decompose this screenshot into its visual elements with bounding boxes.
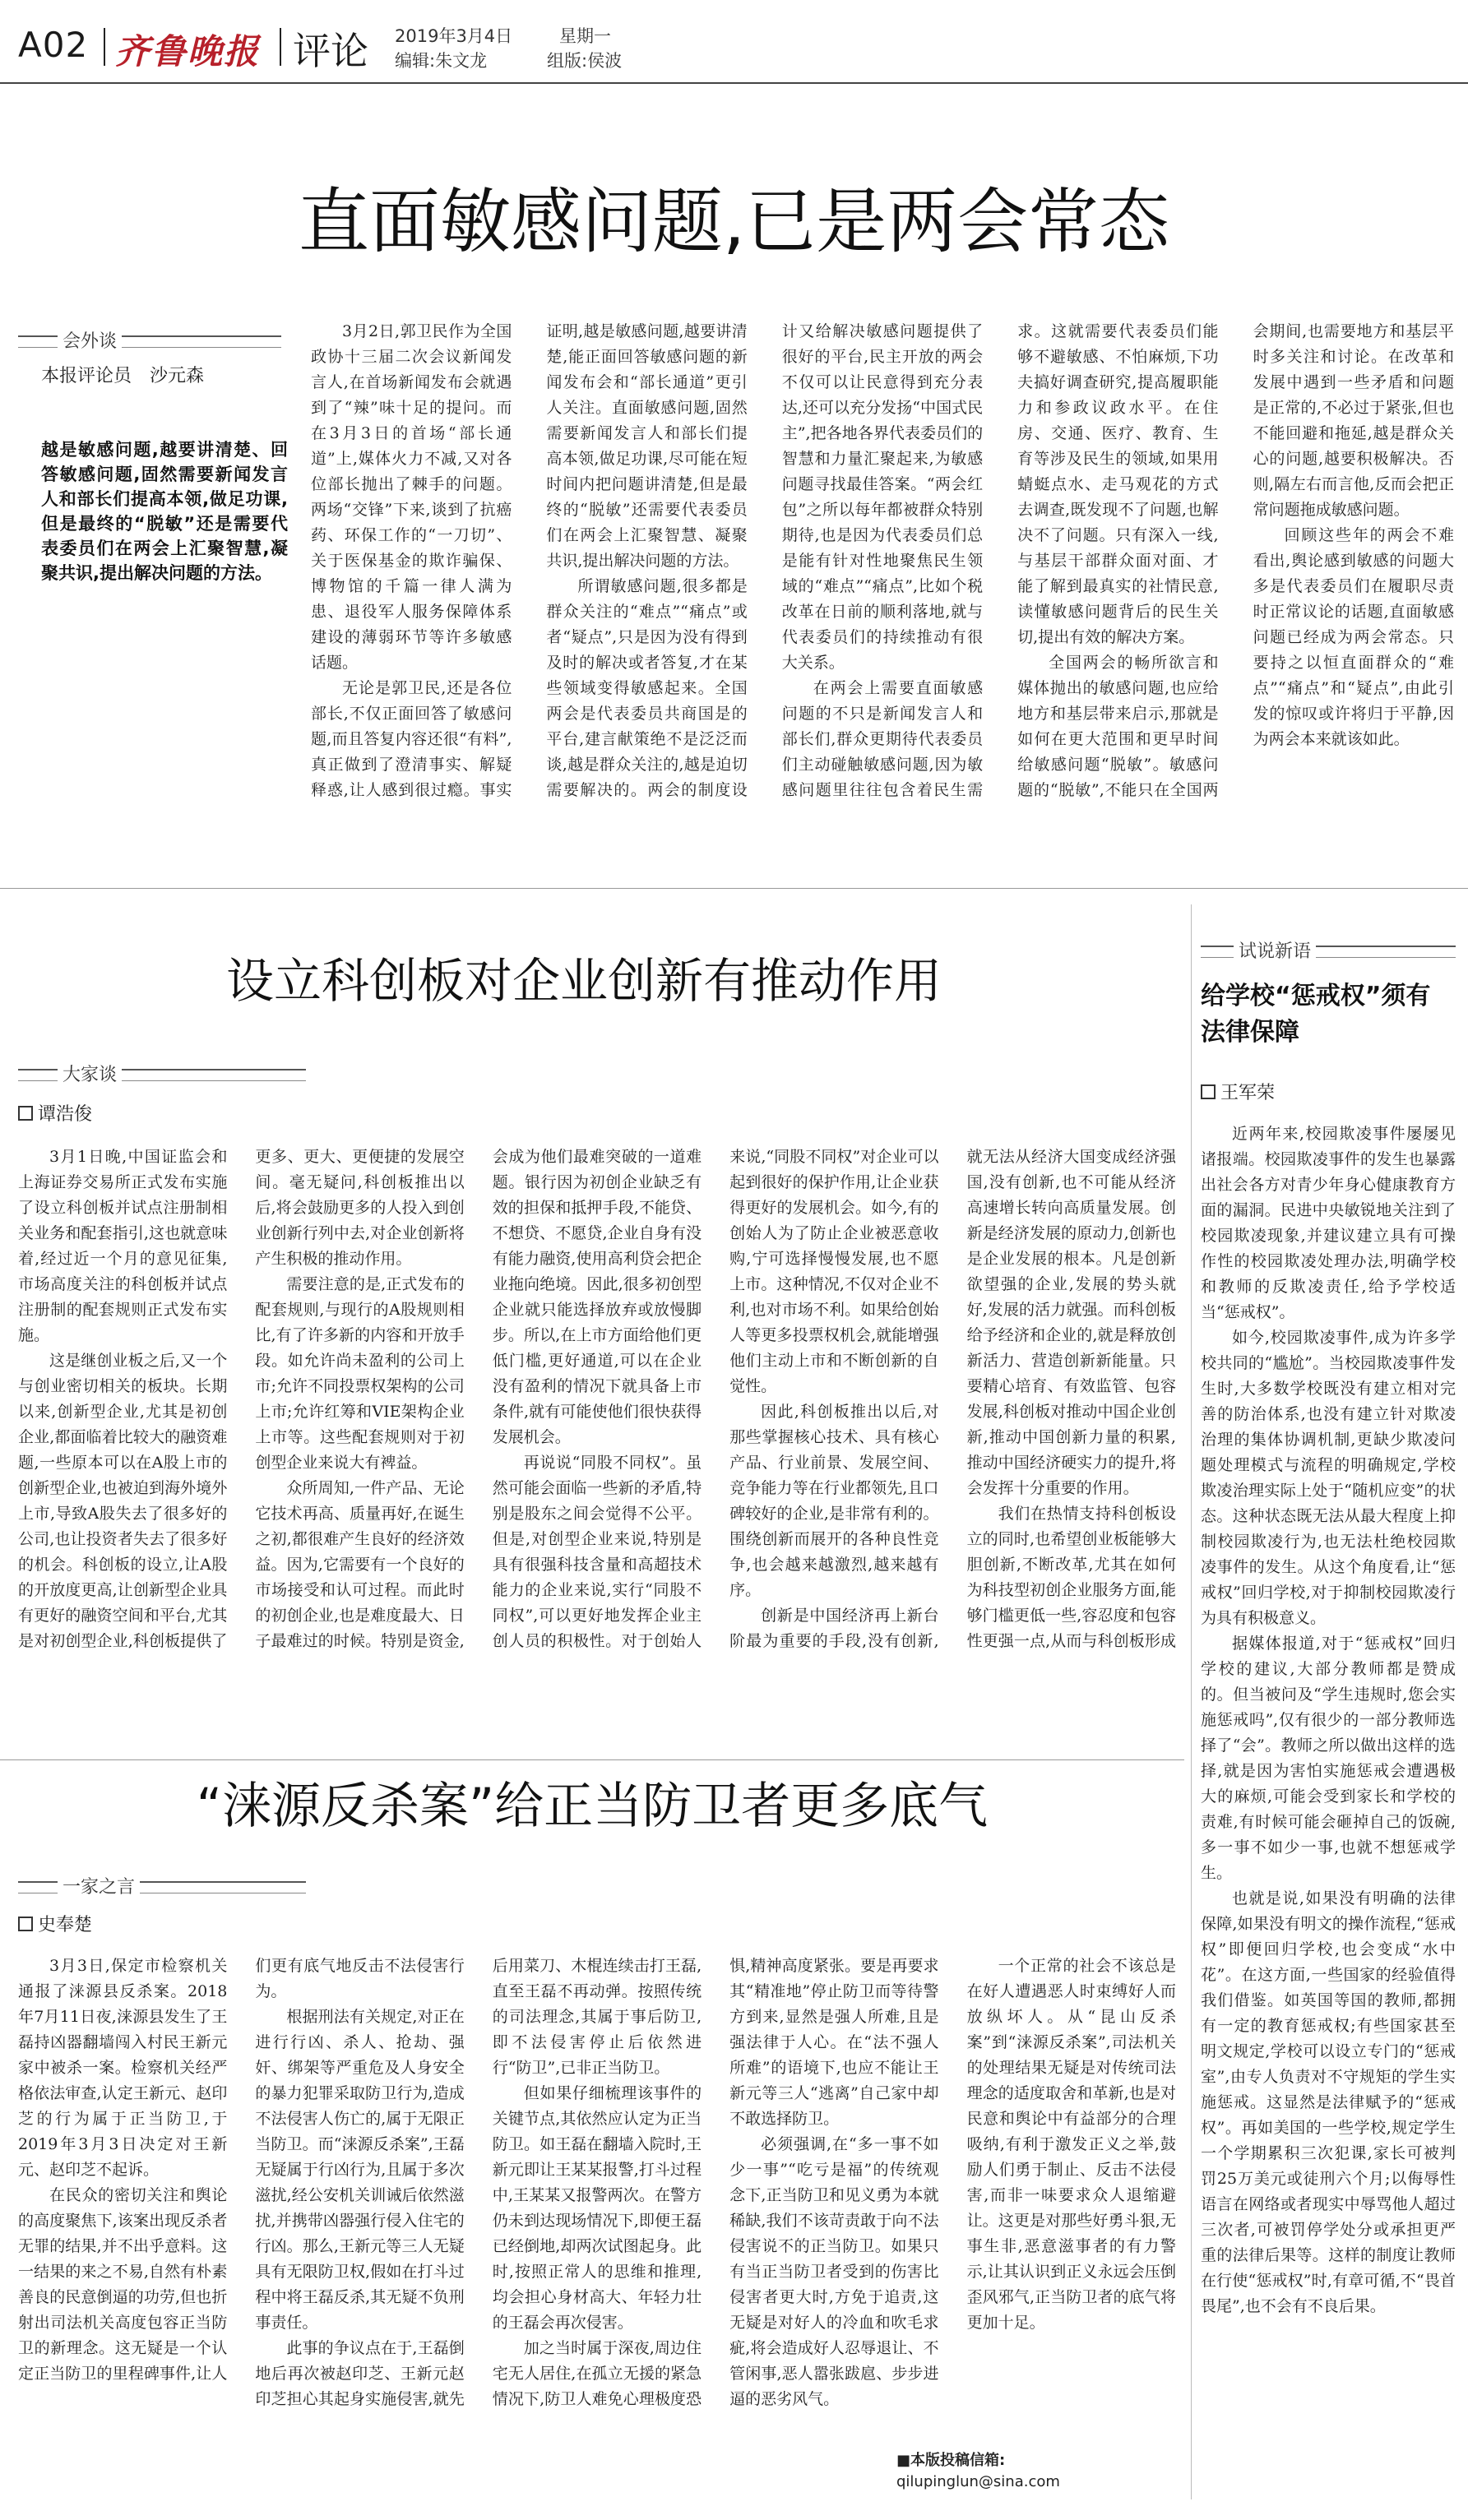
page-number: A02 xyxy=(18,25,89,65)
column-tag: 一家之言 xyxy=(58,1873,140,1898)
article1-lead: 越是敏感问题,越要讲清楚、回答敏感问题,固然需要新闻发言人和部长们提高本领,做足功课,但是最终的“脱敏”还是需要代表委员们在两会上汇聚智慧,凝聚共识,提出解决问题的方法。 xyxy=(41,440,288,583)
paragraph: 无论是郭卫民,还是各位部长,不仅正面回答了敏感问题,而且答复内容还很“有料”,真正做到了澄清事实、解疑释惑,让人感到很过瘾。事实证明,越是敏感问题,越要讲清楚,能正面回答敏感问题的新闻发布会和“部长通道”更引人关注。直面敏感问题,固然需要新闻发言人和部长们提高本领,做足功课,尽可能在短时间内把问题讲清楚,但是最终的“脱敏”还需要代表委员们在两会上汇聚智慧、凝聚共识,提出解决问题的方法。 xyxy=(311,322,748,799)
paragraph: 回顾这些年的两会不难看出,舆论感到敏感的问题大多是代表委员们在履职尽责时正常议论的话题,直面敏感问题已经成为两会常态。只要持之以恒直面群众的“难点”“痛点”和“疑点”,由此引发的惊叹或许将归于平静,因为两会本来就该如此。 xyxy=(1253,526,1454,748)
header-divider xyxy=(104,28,105,66)
byline: 王军荣 xyxy=(1220,1083,1276,1103)
paragraph: 必须强调,在“多一事不如少一事”“吃亏是福”的传统观念下,正当防卫和见义勇为本就稀缺,我们不该苛责敢于向不法侵害说不的正当防卫。如果只有当正当防卫者受到的伤害比侵害者更大时,方免于追责,这无疑是对好人的冷血和吹毛求疵,将会造成好人忍辱退让、不管闲事,恶人嚣张跋扈、步步进逼的恶劣风气。 xyxy=(729,2135,939,2408)
byline: 本报评论员 沙元森 xyxy=(41,366,205,386)
paragraph: 但如果仔细梳理该事件的关键节点,其依然应认定为正当防卫。如王磊在翻墙入院时,王新元即让王某某报警,打斗过程中,王某某又报警两次。在警方仍未到达现场情况下,即便王磊已经倒地,却两次试图起身。此时,按照正常人的思维和推理,均会担心身材高大、年轻力壮的王磊会再次侵害。 xyxy=(492,2084,702,2332)
paragraph: 需要注意的是,正式发布的配套规则,与现行的A股规则相比,有了许多新的内容和开放手段。如允许尚未盈利的公司上市;允许不同投票权架构的公司上市;允许红筹和VIE架构企业上市等。这些配套规则对于初创型企业来说大有裨益。 xyxy=(255,1275,465,1472)
byline-marker xyxy=(18,1106,33,1121)
paragraph: 根据刑法有关规定,对正在进行行凶、杀人、抢劫、强奸、绑架等严重危及人身安全的暴力犯罪采取防卫行为,造成不法侵害人伤亡的,属于无限正当防卫。而“涞源反杀案”,王磊无疑属于行凶行为,且属于多次滋扰,经公安机关训诫后依然滋扰,并携带凶器强行侵入住宅的行凶。那么,王新元等三人无疑具有无限防卫权,假如在打斗过程中将王磊反杀,其无疑不负刑事责任。 xyxy=(255,2008,465,2332)
section-divider xyxy=(0,1759,1184,1760)
column-tag: 会外谈 xyxy=(58,327,122,353)
article2-body xyxy=(18,1144,1176,1654)
byline-wrap xyxy=(1201,1079,1275,1104)
article3-headline: “涞源反杀案”给正当防卫者更多底气 xyxy=(196,1778,989,1835)
paragraph: 所谓敏感问题,很多都是群众关注的“难点”“痛点”或者“疑点”,只是因为没有得到及时的解决或者答复,才在某些领域变得敏感起来。全国两会是代表委员共商国是的平台,建言献策绝不是泛泛而谈,越是群众关注的,越是迫切需要解决的。两会的制度设计又给解决敏感问题提供了很好的平台,民主开放的两会不仅可以让民意得到充分表达,还可以充分发扬“中国式民主”,把各地各界代表委员们的智慧和力量汇聚起来,为敏感问题寻找最佳答案。“两会红包”之所以每年都被群众特别期待,也是因为代表委员们总是能有针对性地聚焦民生领域的“难点”“痛点”,比如个税改革在日前的顺利落地,就与代表委员们的持续推动有很大关系。 xyxy=(546,322,984,799)
contribution-box xyxy=(896,2450,1060,2493)
byline-marker xyxy=(18,1917,33,1931)
byline-wrap xyxy=(18,1100,92,1126)
paragraph: 一个正常的社会不该总是在好人遭遇恶人时束缚好人而放纵坏人。从“昆山反杀案”到“涞源反杀案”,司法机关的处理结果无疑是对传统司法理念的适度取舍和革新,也是对民意和舆论中有益部分的合理吸纳,有利于激发正义之举,鼓励人们勇于制止、反击不法侵害,而非一味要求众人退缩避让。这更是对那些好勇斗狠,无事生非,恶意滋事者的有力警示,让其认识到正义永远会压倒歪风邪气,正当防卫者的底气将更加十足。 xyxy=(966,1957,1176,2332)
contribution-label: ■本版投稿信箱: xyxy=(896,2452,1006,2469)
paragraph: 再说说“同股不同权”。虽然可能会面临一些新的矛盾,特别是股东之间会觉得不公平。但是,对创型企业来说,特别是具有很强科技含量和高超技术能力的企业来说,实行“同股不同权”,可以更好地发挥企业主创人员的积极性。对于创始人来说,“同股不同权”对企业可以起到很好的保护作用,让企业获得更好的发展机会。如今,有的创始人为了防止企业被恶意收购,宁可选择慢慢发展,也不愿上市。这种情况,不仅对企业不利,也对市场不利。如果给创始人等更多投票权机会,就能增强他们主动上市和不断创新的自觉性。 xyxy=(492,1148,939,1650)
byline: 史奉楚 xyxy=(38,1915,93,1935)
column-tag: 大家谈 xyxy=(58,1061,122,1086)
layout-credit: 组版:侯波 xyxy=(547,51,623,71)
paragraph: 因此,科创板推出以后,对那些掌握核心技术、具有核心产品、行业前景、发展空间、竞争能力等在行业都领先,且口碑较好的企业,是非常有利的。围绕创新而展开的各种良性竞争,也会越来越激烈,越来越有序。 xyxy=(729,1403,939,1599)
contribution-email: qilupinglun@sina.com xyxy=(896,2473,1060,2490)
paragraph: 据媒体报道,对于“惩戒权”回归学校的建议,大部分教师都是赞成的。但当被问及“学生违规时,您会实施惩戒吗”,仅有很少的一部分教师选择了“会”。教师之所以做出这样的选择,就是因为害怕实施惩戒会遭遇极大的麻烦,可能会受到家长和学校的责难,有时候可能会砸掉自己的饭碗,多一事不如少一事,也就不想惩戒学生。 xyxy=(1201,1635,1456,1882)
sidebar-body xyxy=(1201,1121,1456,2495)
paragraph: 3月1日晚,中国证监会和上海证券交易所正式发布实施了设立科创板并试点注册制相关业务和配套指引,这也就意味着,经过近一个月的意见征集,市场高度关注的科创板并试点注册制的配套规则正式发布实施。 xyxy=(18,1148,228,1344)
byline: 谭浩俊 xyxy=(38,1104,93,1125)
section-divider xyxy=(0,888,1468,889)
paragraph: 如今,校园欺凌事件,成为许多学校共同的“尴尬”。当校园欺凌事件发生时,大多数学校既没有建立相对完善的防治体系,也没有建立针对欺凌治理的集体协调机制,更缺少欺凌问题处理模式与流程的明确规定,学校欺凌治理实际上处于“随机应变”的状态。这种状态既无法从最大程度上抑制校园欺凌行为,也无法杜绝校园欺凌事件的发生。从这个角度看,让“惩戒权”回归学校,对于抑制校园欺凌行为具有积极意义。 xyxy=(1201,1329,1456,1627)
editor-credit: 编辑:朱文龙 xyxy=(395,51,488,71)
paragraph: 近两年来,校园欺凌事件屡屡见诸报端。校园欺凌事件的发生也暴露出社会各方对青少年身心健康教育方面的漏洞。民进中央敏锐地关注到了校园欺凌现象,并建议建立具有可操作性的校园欺凌处理办法,明确学校和教师的反欺凌责任,给予学校适当“惩戒权”。 xyxy=(1201,1125,1456,1321)
paragraph: 加之当时属于深夜,周边住宅无人居住,在孤立无援的紧急情况下,防卫人难免心理极度恐惧,精神高度紧张。要是再要求其“精准地”停止防卫而等待警方到来,显然是强人所难,且是强法律于人心。在“法不强人所难”的语境下,也应不能让王新元等三人“逃离”自己家中却不敢选择防卫。 xyxy=(492,1957,939,2408)
byline-marker xyxy=(1201,1084,1216,1099)
section-title: 评论 xyxy=(293,29,368,73)
sidebar-divider xyxy=(1191,904,1192,2499)
paragraph: 也就是说,如果没有明确的法律保障,如果没有明文的操作流程,“惩戒权”即便回归学校,也会变成“水中花”。在这方面,一些国家的经验值得我们借鉴。如英国等国的教师,都拥有一定的教育惩戒权;有些国家甚至明文规定,学校可以设立专门的“惩戒室”,由专人负责对不守规矩的学生实施惩戒。这显然是法律赋予的“惩戒权”。再如美国的一些学校,规定学生一个学期累积三次犯课,家长可被判罚25万美元或徒刑六个月;以侮辱性语言在网络或者现实中辱骂他人超过三次者,可被罚停学处分或承担更严重的法律后果等。这样的制度让教师在行使“惩戒权”时,有章可循,不“畏首畏尾”,也不会有不良后果。 xyxy=(1201,1889,1456,2315)
paragraph: 创新是中国经济再上新台阶最为重要的手段,没有创新,就无法从经济大国变成经济强国,没有创新,也不可能从经济高速增长转向高质量发展。创新是经济发展的原动力,创新也是企业发展的根本。凡是创新欲望强的企业,发展的势头就好,发展的活力就强。而科创板给予经济和企业的,就是释放创新活力、营造创新新能量。只要精心培育、有效监管、包容发展,科创板对推动中国企业创新,推动中国创新力量的积累,推动中国经济硬实力的提升,将会发挥十分重要的作用。 xyxy=(729,1148,1176,1650)
issue-date: 2019年3月4日 xyxy=(395,26,513,46)
issue-weekday: 星期一 xyxy=(559,26,611,46)
sidebar-headline: 给学校“惩戒权”须有法律保障 xyxy=(1201,982,1431,1047)
article1-headline: 直面敏感问题,已是两会常态 xyxy=(298,181,1170,263)
paragraph: 这是继创业板之后,又一个与创业密切相关的板块。长期以来,创新型企业,尤其是初创企业,都面临着比较大的融资难题,一些原本可以在A股上市的创新型企业,也被迫到海外境外上市,导致A股失去了很多好的公司,也让投资者失去了很多好的机会。科创板的设立,让A股的开放度更高,让创新型企业具有更好的融资空间和平台,尤其是对初创型企业,科创板提供了更多、更大、更便捷的发展空间。毫无疑问,科创板推出以后,将会鼓励更多的人投入到创业创新行列中去,对企业创新将产生积极的推动作用。 xyxy=(18,1148,465,1650)
paragraph: 全国两会的畅所欲言和媒体抛出的敏感问题,也应给地方和基层带来启示,那就是如何在更大范围和更早时间给敏感问题“脱敏”。敏感问题的“脱敏”,不能只在全国两会期间,也需要地方和基层平时多关注和讨论。在改革和发展中遇到一些矛盾和问题是正常的,不必过于紧张,但也不能回避和拖延,越是群众关心的问题,越要积极解决。否则,隔左右而言他,反而会把正常问题拖成敏感问题。 xyxy=(1017,322,1454,799)
column-tag: 试说新语 xyxy=(1234,937,1316,963)
header-divider xyxy=(280,28,281,66)
paragraph: 在民众的密切关注和舆论的高度聚焦下,该案出现反杀者无罪的结果,并不出乎意料。这一结果的来之不易,自然有朴素善良的民意倒逼的功劳,但也折射出司法机关高度包容正当防卫的新理念。这无疑是一个认定正当防卫的里程碑事件,让人们更有底气地反击不法侵害行为。 xyxy=(18,1957,465,2383)
paragraph: 3月3日,保定市检察机关通报了涞源县反杀案。2018年7月11日夜,涞源县发生了王磊持凶器翻墙闯入村民王新元家中被杀一案。检察机关经严格依法审查,认定王新元、赵印芝的行为属于正当防卫,于2019年3月3日决定对王新元、赵印芝不起诉。 xyxy=(18,1957,228,2179)
byline-wrap xyxy=(18,1911,92,1936)
article1-body xyxy=(311,319,1454,870)
newspaper-logo: 齐鲁晚报 xyxy=(115,31,261,72)
article3-body xyxy=(18,1954,1176,2496)
paragraph: 在两会上需要直面敏感问题的不只是新闻发言人和部长们,群众更期待代表委员们主动碰触敏感问题,因为敏感问题里往往包含着民生需求。这就需要代表委员们能够不避敏感、不怕麻烦,下功夫搞好调查研究,提高履职能力和参政议政水平。在住房、交通、医疗、教育、生育等涉及民生的领域,如果用蜻蜓点水、走马观花的方式去调查,既发现不了问题,也解决不了问题。只有深入一线,与基层干部群众面对面、才能了解到最真实的社情民意,读懂敏感问题背后的民生关切,提出有效的解决方案。 xyxy=(781,322,1219,799)
paragraph: 众所周知,一件产品、无论它技术再高、质量再好,在诞生之初,都很难产生良好的经济效益。因为,它需要有一个良好的市场接受和认可过程。而此时的初创企业,也是难度最大、日子最难过的时候。特别是资金,会成为他们最难突破的一道难题。银行因为初创企业缺乏有效的担保和抵押手段,不能贷、不想贷、不愿贷,企业自身有没有能力融资,使用高利贷会把企业拖向绝境。因此,很多初创型企业就只能选择放弃或放慢脚步。所以,在上市方面给他们更低门槛,更好通道,可以在企业没有盈利的情况下就具备上市条件,就有可能使他们很快获得发展机会。 xyxy=(255,1148,702,1650)
article2-headline: 设立科创板对企业创新有推动作用 xyxy=(225,953,942,1009)
paragraph: 3月2日,郭卫民作为全国政协十三届二次会议新闻发言人,在首场新闻发布会就遇到了“辣”味十足的提问。而在3月3日的首场“部长通道”上,媒体火力不减,又对各位部长抛出了棘手的问题。两场“交锋”下来,谈到了抗癌药、环保工作的“一刀切”、关于医保基金的欺诈骗保、博物馆的千篇一律人满为患、退役军人服务保障体系建设的薄弱环节等许多敏感话题。 xyxy=(311,322,512,672)
paragraph: 此事的争议点在于,王磊倒地后再次被赵印芝、王新元赵印芝担心其起身实施侵害,就先后用菜刀、木棍连续击打王磊,直至王磊不再动弹。按照传统的司法理念,其属于事后防卫,即不法侵害停止后依然进行“防卫”,已非正当防卫。 xyxy=(255,1957,702,2408)
header-rule xyxy=(0,82,1468,84)
paragraph: 我们在热情支持科创板设立的同时,也希望创业板能够大胆创新,不断改革,尤其在如何为科技型初创企业服务方面,能够门槛更低一些,容忍度和包容性更强一点,从而与科创板形成 xyxy=(966,1505,1176,1650)
